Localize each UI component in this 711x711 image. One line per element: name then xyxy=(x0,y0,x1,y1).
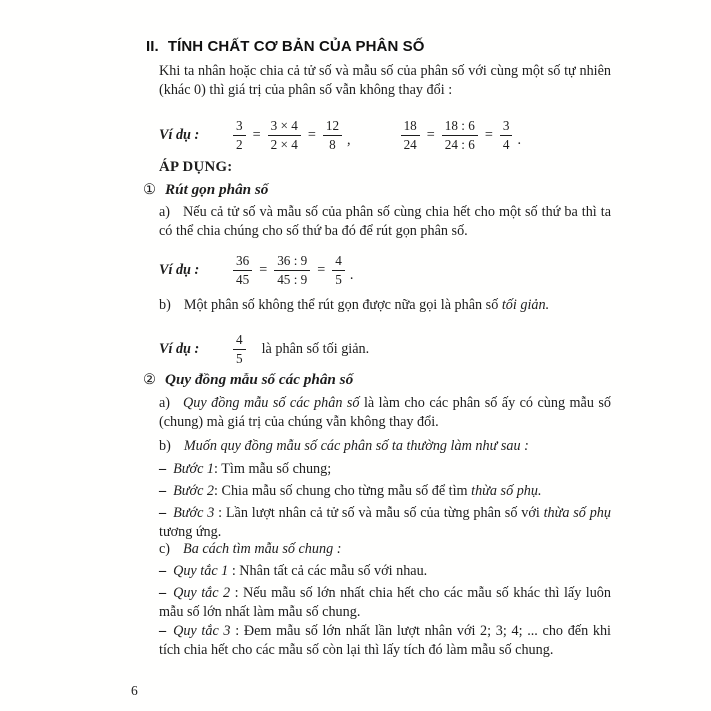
denominator: 45 : 9 xyxy=(277,272,308,287)
item-marker: b) xyxy=(159,438,171,454)
step-text: : Tìm mẫu số chung; xyxy=(214,461,332,477)
step-label: Bước 1 xyxy=(173,461,215,477)
item-a1-paragraph xyxy=(159,203,611,241)
fraction xyxy=(500,119,513,152)
example-text: là phân số tối giản. xyxy=(261,341,370,357)
fraction xyxy=(274,254,310,287)
item-text-italic: Ba cách tìm mẫu số chung : xyxy=(183,541,342,557)
apply-heading: ÁP DỤNG: xyxy=(159,159,233,175)
fraction xyxy=(268,119,301,152)
numerator: 3 × 4 xyxy=(268,119,301,136)
example-row-3 xyxy=(159,333,611,366)
rule-3-item xyxy=(159,622,611,660)
step-label: Bước 3 xyxy=(173,505,215,521)
equals-sign: = xyxy=(426,127,435,143)
item-marker: a) xyxy=(159,204,171,220)
step-text-italic: thừa số phụ xyxy=(543,505,611,521)
step-3-item xyxy=(159,504,611,542)
denominator: 8 xyxy=(329,137,336,152)
irreducible-fraction-statement xyxy=(233,333,369,366)
equation-tail: . xyxy=(517,132,521,148)
intro-paragraph: Khi ta nhân hoặc chia cả tử số và mẫu số của phân số với cùng một số tự nhiên (khác 0) thì giá trị của phân số vẫn không thay đổi : xyxy=(159,63,611,98)
item-text: Một phân số không thể rút gọn được nữa gọi là phân số xyxy=(183,297,502,313)
numerator: 4 xyxy=(332,254,345,271)
denominator: 4 xyxy=(502,137,510,152)
step-1-item xyxy=(159,460,611,479)
equation-multiply xyxy=(233,119,351,152)
equals-sign: = xyxy=(259,262,268,278)
rule-label: Quy tắc 1 xyxy=(173,563,229,579)
rule-label: Quy tắc 3 xyxy=(173,623,231,639)
denominator: 2 xyxy=(236,137,243,152)
item-c2-paragraph xyxy=(159,540,611,559)
equals-sign: = xyxy=(317,262,326,278)
rule-2-item xyxy=(159,584,611,622)
item-b1-paragraph xyxy=(159,296,611,315)
numerator: 36 xyxy=(233,254,252,271)
item-marker: c) xyxy=(159,541,171,557)
fraction xyxy=(401,119,420,152)
item-b2-paragraph xyxy=(159,437,611,456)
fraction xyxy=(233,333,246,366)
dash-bullet: – xyxy=(159,623,167,639)
rule-text: : Nếu mẫu số lớn nhất chia hết cho các mẫu số khác thì lấy luôn mẫu số lớn nhất làm mẫu số chung. xyxy=(159,585,611,620)
rule-text: : Nhân tất cả các mẫu số với nhau. xyxy=(228,563,428,579)
equals-sign: = xyxy=(484,127,493,143)
item-text-italic: Quy đồng mẫu số các phân số xyxy=(183,395,360,411)
item-marker: a) xyxy=(159,395,171,411)
fraction xyxy=(332,254,345,287)
dash-bullet: – xyxy=(159,461,167,477)
page-number: 6 xyxy=(131,683,138,698)
equals-sign: = xyxy=(252,127,261,143)
dash-bullet: – xyxy=(159,563,167,579)
example-label: Ví dụ : xyxy=(159,341,200,357)
circled-2-marker: ② xyxy=(143,372,156,388)
section-heading xyxy=(146,38,611,55)
item-text: Nếu cả tử số và mẫu số của phân số cùng chia hết cho một số thứ ba thì ta có thể chia chúng cho số thứ ba đó để rút gọn phân số. xyxy=(159,204,611,239)
fraction xyxy=(233,254,252,287)
item-text: là làm cho các phân số ấy có cùng mẫu số (chung) mà giá trị của chúng vẫn không thay đổi. xyxy=(159,395,611,430)
numerator: 12 xyxy=(323,119,342,136)
item-a2-paragraph xyxy=(159,394,611,432)
example-label: Ví dụ : xyxy=(159,127,200,143)
item-text-italic: Muốn quy đồng mẫu số các phân số ta thường làm như sau : xyxy=(183,438,529,454)
dash-bullet: – xyxy=(159,483,167,499)
equation-divide xyxy=(401,119,521,152)
step-text: : Chia mẫu số chung cho từng mẫu số để tìm xyxy=(214,483,472,499)
denominator: 45 xyxy=(236,272,250,287)
item-text-italic: tối giản. xyxy=(501,297,550,313)
subsection-1-title: Rút gọn phân số xyxy=(165,181,269,198)
example-row-2 xyxy=(159,254,611,287)
rule-label: Quy tắc 2 xyxy=(173,585,231,601)
rule-text: : Đem mẫu số lớn nhất lần lượt nhân với 2; 3; 4; ... cho đến khi tích chia hết cho các mẫu số còn lại thì lấy tích đó làm mẫu số chung. xyxy=(159,623,611,658)
fraction xyxy=(233,119,246,152)
numerator: 18 xyxy=(401,119,420,136)
denominator: 5 xyxy=(335,272,342,287)
equation-reduce xyxy=(233,254,353,287)
item-marker: b) xyxy=(159,297,171,313)
numerator: 3 xyxy=(500,119,513,136)
denominator: 5 xyxy=(236,351,243,366)
subsection-2-heading xyxy=(143,371,611,389)
denominator: 24 : 6 xyxy=(444,137,475,152)
numerator: 18 : 6 xyxy=(442,119,478,136)
numerator: 3 xyxy=(233,119,246,136)
step-label: Bước 2 xyxy=(173,483,215,499)
rule-1-item xyxy=(159,562,611,581)
dash-bullet: – xyxy=(159,505,167,521)
subsection-1-heading xyxy=(143,181,611,199)
denominator: 2 × 4 xyxy=(270,137,298,152)
step-text: : Lần lượt nhân cả tử số và mẫu số của từng phân số với xyxy=(214,505,544,521)
step-2-item xyxy=(159,482,611,501)
section-title-text: TÍNH CHẤT CƠ BẢN CỦA PHÂN SỐ xyxy=(167,38,425,55)
example-label: Ví dụ : xyxy=(159,262,200,278)
section-numeral: II. xyxy=(146,38,159,55)
numerator: 4 xyxy=(233,333,246,350)
equation-tail: . xyxy=(349,267,354,283)
subsection-2-title: Quy đồng mẫu số các phân số xyxy=(165,371,354,388)
page-content xyxy=(143,0,611,711)
equation-tail: , xyxy=(347,132,351,148)
step-text-italic: thừa số phụ. xyxy=(471,483,542,499)
numerator: 36 : 9 xyxy=(274,254,310,271)
circled-1-marker: ① xyxy=(143,182,156,198)
example-row-1 xyxy=(159,119,611,152)
fraction xyxy=(323,119,342,152)
dash-bullet: – xyxy=(159,585,167,601)
denominator: 24 xyxy=(403,137,417,152)
step-text-2: tương ứng. xyxy=(159,524,222,540)
equals-sign: = xyxy=(307,127,316,143)
fraction xyxy=(442,119,478,152)
